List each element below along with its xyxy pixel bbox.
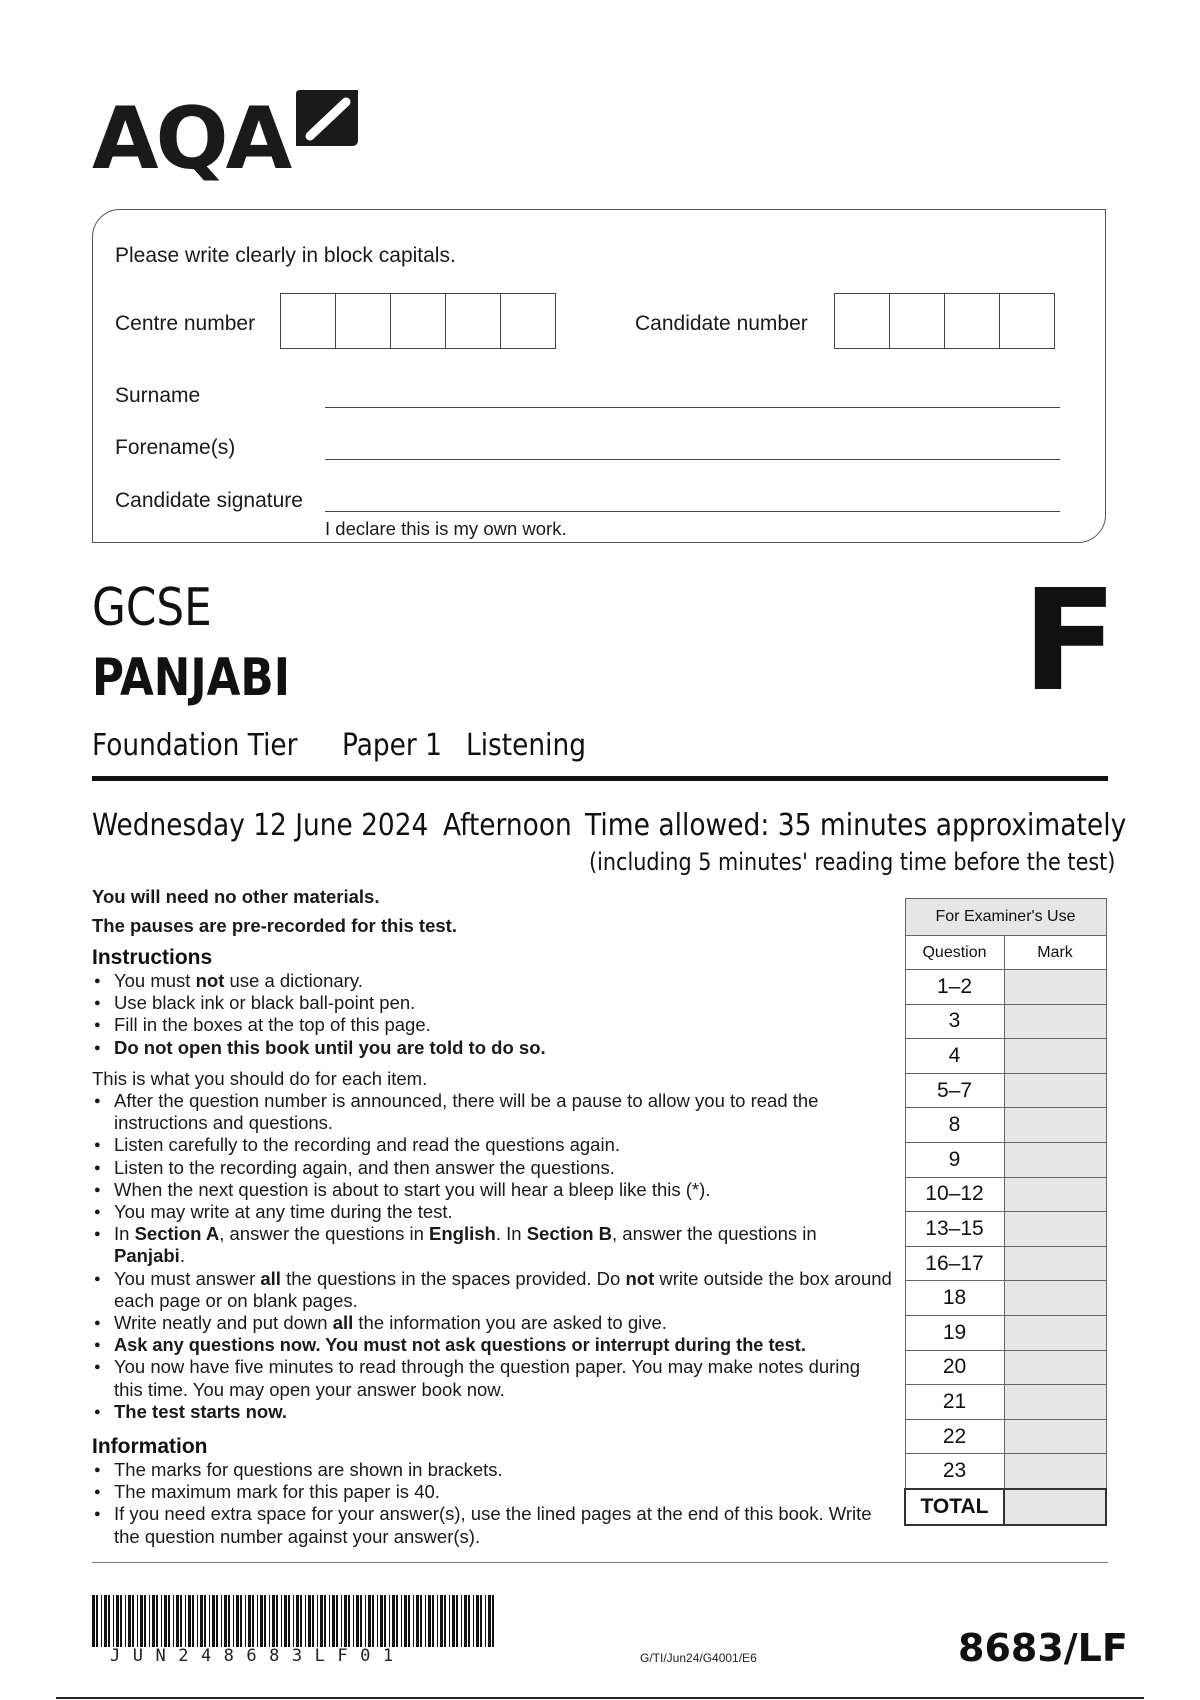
- question-number: 23: [905, 1454, 1004, 1489]
- examiner-use-table: [904, 898, 1107, 1526]
- centre-number-digit-box[interactable]: [335, 293, 391, 349]
- each-item-intro: This is what you should do for each item.: [92, 1067, 428, 1089]
- tier-letter: F: [1022, 560, 1118, 723]
- instruction-item: ● Listen carefully to the recording and read the questions again.: [92, 1134, 892, 1156]
- question-number: 3: [905, 1004, 1004, 1039]
- centre-number-digit-box[interactable]: [445, 293, 501, 349]
- subject-title: PANJABI: [92, 648, 290, 708]
- candidate-number-boxes[interactable]: [835, 293, 1055, 349]
- instruction-item: ● Fill in the boxes at the top of this page.: [92, 1014, 892, 1036]
- reading-time-note: (including 5 minutes' reading time before the test): [589, 848, 1116, 876]
- signature-label: Candidate signature: [115, 489, 303, 512]
- time-allowed: Time allowed: 35 minutes approximately: [585, 808, 1127, 843]
- instruction-item: ● Ask any questions now. You must not ask questions or interrupt during the test.: [92, 1334, 892, 1356]
- forenames-label: Forename(s): [115, 436, 236, 459]
- mark-cell[interactable]: [1004, 1385, 1106, 1420]
- mark-cell[interactable]: [1004, 1419, 1106, 1454]
- logo-text: AQA: [92, 89, 290, 189]
- question-number: 8: [905, 1108, 1004, 1143]
- bottom-divider: [92, 1562, 1108, 1563]
- barcode-image: [92, 1595, 500, 1647]
- surname-label: Surname: [115, 384, 201, 407]
- instructions-section: [92, 946, 892, 1423]
- question-number: 13–15: [905, 1212, 1004, 1247]
- aqa-logo: [92, 88, 362, 188]
- paper-label: Paper 1: [342, 728, 442, 763]
- surname-field[interactable]: [325, 407, 1060, 408]
- instruction-item: ● Do not open this book until you are told to do so.: [92, 1037, 892, 1059]
- mark-cell[interactable]: [1004, 1212, 1106, 1247]
- instructions-list: [92, 970, 892, 1059]
- question-number: 16–17: [905, 1246, 1004, 1281]
- mark-cell[interactable]: [1004, 1039, 1106, 1074]
- information-list: [92, 1459, 892, 1548]
- exam-session: Afternoon: [443, 808, 572, 843]
- question-number: 10–12: [905, 1177, 1004, 1212]
- component-label: Listening: [466, 728, 586, 763]
- instructions-heading: Instructions: [92, 946, 213, 969]
- information-item: ● The maximum mark for this paper is 40.: [92, 1481, 892, 1503]
- question-number: 20: [905, 1350, 1004, 1385]
- question-number: 22: [905, 1419, 1004, 1454]
- instruction-item: ● Write neatly and put down all the information you are asked to give.: [92, 1312, 892, 1334]
- centre-number-digit-box[interactable]: [390, 293, 446, 349]
- barcode-text: JUN248683LF01: [110, 1646, 406, 1666]
- question-column-header: Question: [905, 936, 1004, 970]
- instruction-item: ● Listen to the recording again, and then answer the questions.: [92, 1157, 892, 1179]
- mark-cell[interactable]: [1004, 970, 1106, 1005]
- candidate-number-digit-box[interactable]: [834, 293, 890, 349]
- instruction-item: ● You may write at any time during the test.: [92, 1201, 892, 1223]
- mark-cell[interactable]: [1004, 1315, 1106, 1350]
- question-number: 18: [905, 1281, 1004, 1316]
- mark-cell[interactable]: [1004, 1281, 1106, 1316]
- total-label: TOTAL: [905, 1489, 1004, 1525]
- logo-mark-icon: [292, 88, 362, 148]
- instruction-item: ● You must not use a dictionary.: [92, 970, 892, 992]
- mark-cell[interactable]: [1004, 1454, 1106, 1489]
- question-number: 9: [905, 1142, 1004, 1177]
- title-rule: [92, 776, 1108, 781]
- centre-number-boxes[interactable]: [281, 293, 556, 349]
- declaration-text: I declare this is my own work.: [325, 518, 567, 539]
- instruction-item: ● You must answer all the questions in the spaces provided. Do not write outside the box around each page or on blank pages.: [92, 1268, 892, 1312]
- mark-cell[interactable]: [1004, 1004, 1106, 1039]
- examiner-table-title: For Examiner's Use: [905, 899, 1106, 936]
- question-number: 5–7: [905, 1073, 1004, 1108]
- exam-date: Wednesday 12 June 2024: [92, 808, 429, 843]
- question-number: 1–2: [905, 970, 1004, 1005]
- candidate-number-digit-box[interactable]: [889, 293, 945, 349]
- instruction-item: ● Use black ink or black ball-point pen.: [92, 992, 892, 1014]
- question-number: 19: [905, 1315, 1004, 1350]
- mark-cell[interactable]: [1004, 1073, 1106, 1108]
- information-heading: Information: [92, 1435, 208, 1458]
- instruction-item: ● The test starts now.: [92, 1401, 892, 1423]
- information-section: [92, 1435, 892, 1548]
- mark-cell[interactable]: [1004, 1177, 1106, 1212]
- centre-number-digit-box[interactable]: [500, 293, 556, 349]
- mark-cell[interactable]: [1004, 1142, 1106, 1177]
- mark-cell[interactable]: [1004, 1246, 1106, 1281]
- instruction-item: ● In Section A, answer the questions in English. In Section B, answer the questions in Panjabi.: [92, 1223, 892, 1267]
- total-mark-cell[interactable]: [1004, 1489, 1106, 1525]
- mark-cell[interactable]: [1004, 1108, 1106, 1143]
- mark-column-header: Mark: [1004, 936, 1106, 970]
- centre-number-digit-box[interactable]: [280, 293, 336, 349]
- information-item: ● If you need extra space for your answer(s), use the lined pages at the end of this book. Write the question number against your answer(s).: [92, 1503, 892, 1547]
- tier-label: Foundation Tier: [92, 728, 298, 763]
- candidate-number-digit-box[interactable]: [999, 293, 1055, 349]
- forenames-field[interactable]: [325, 459, 1060, 460]
- question-number: 4: [905, 1039, 1004, 1074]
- information-item: ● The marks for questions are shown in brackets.: [92, 1459, 892, 1481]
- signature-field[interactable]: [325, 511, 1060, 512]
- centre-number-label: Centre number: [115, 312, 256, 335]
- materials-note: You will need no other materials.: [92, 886, 380, 907]
- paper-code: 8683/LF: [958, 1626, 1128, 1670]
- document-reference: G/TI/Jun24/G4001/E6: [640, 1651, 757, 1665]
- mark-cell[interactable]: [1004, 1350, 1106, 1385]
- item-instructions-list: [92, 1090, 892, 1423]
- instruction-item: ● After the question number is announced, there will be a pause to allow you to read the instructions and questions.: [92, 1090, 892, 1134]
- instruction-item: ● When the next question is about to start you will hear a bleep like this (*).: [92, 1179, 892, 1201]
- footer-rule: [56, 1697, 1144, 1699]
- question-number: 21: [905, 1385, 1004, 1420]
- qualification-title: GCSE: [92, 578, 212, 638]
- candidate-number-digit-box[interactable]: [944, 293, 1000, 349]
- instruction-item: ● You now have five minutes to read through the question paper. You may make notes during this time. You may open your answer book now.: [92, 1356, 892, 1400]
- pauses-note: The pauses are pre-recorded for this test.: [92, 915, 457, 936]
- block-capitals-prompt: Please write clearly in block capitals.: [115, 244, 456, 267]
- candidate-number-label: Candidate number: [635, 312, 808, 335]
